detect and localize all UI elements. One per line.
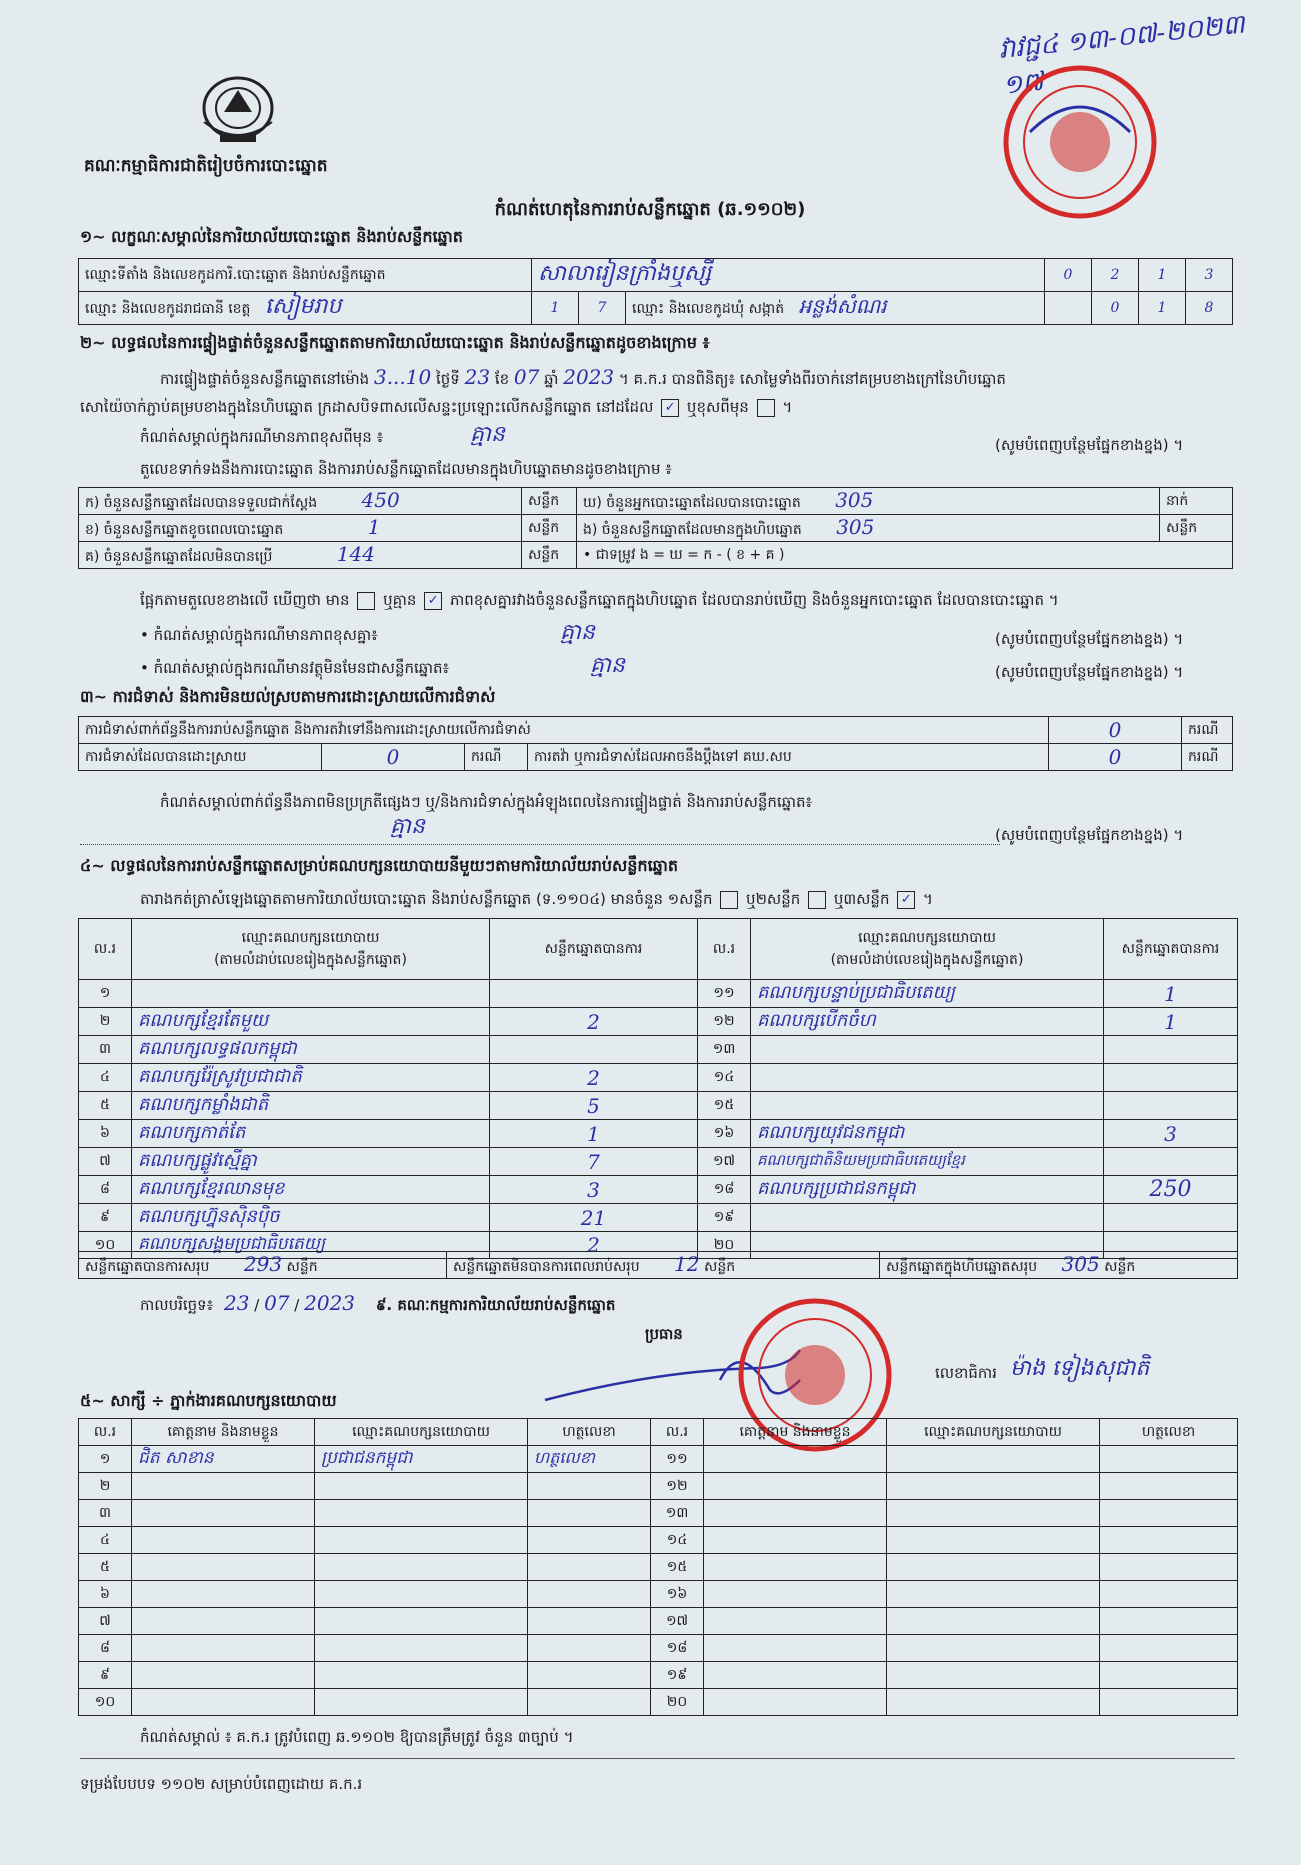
verification-line-1: ការផ្ទៀងផ្ទាត់ចំនួនសន្លឹកឆ្នោតនៅម៉ោង 3...10 ថ្ងៃទី 23 ខែ 07 ឆ្នាំ 2023 ។ គ.ក.រ បានពិនិត្យ៖ សោម្លៃទាំងពីរចាក់នៅគម្របខាងក្រៅនៃហិបឆ្នោត — [160, 365, 1006, 389]
witness-row: ១ ជិត សាខាន ប្រជាជនកម្ពុជា ហត្ថលេខា ១១ — [79, 1446, 1238, 1473]
section2-title: ២~ លទ្ធផលនៃការផ្ទៀងផ្ទាត់ចំនួនសន្លឹកឆ្នោតតាមការិយាល័យបោះឆ្នោត និងរាប់សន្លឹកឆ្នោតដូចខាងក្រោម ៖ — [80, 333, 710, 352]
case-label-1: ករណី — [1182, 717, 1233, 744]
changed-checkbox[interactable] — [757, 399, 775, 417]
formula: • ជាទម្រូវ ង = ឃ = ក - ( ខ + គ ) — [577, 542, 1233, 569]
complaints-value: 0 — [1049, 717, 1182, 744]
location-code-4: 3 — [1186, 259, 1233, 292]
witness-row: ៣ ១៣ — [79, 1500, 1238, 1527]
case-label-2: ករណី — [465, 744, 528, 771]
location-value: សាលារៀនក្រាំងឬស្សី — [532, 259, 1045, 292]
section1-title: ១~ លក្ខណៈសម្គាល់នៃការិយាល័យបោះឆ្នោត និងរាប់សន្លឹកឆ្នោត — [80, 227, 463, 246]
date-day: 23 — [224, 1291, 250, 1315]
table-row: ៤ គណបក្សរ៉ែស្រូវប្រជាជាតិ 2 ១៤ — [79, 1064, 1238, 1092]
col-no-right: ល.រ — [698, 919, 751, 980]
province-code-1: 1 — [532, 292, 579, 325]
table-row: ៦ គណបក្សកាត់តែ 1 ១៦ គណបក្សយុវជនកម្ពុជា 3 — [79, 1120, 1238, 1148]
verification-month: 07 — [513, 365, 540, 389]
verification-year: 2023 — [563, 365, 615, 389]
witness-row: ៦ ១៦ — [79, 1581, 1238, 1608]
date-year: 2023 — [304, 1291, 356, 1315]
form-note: ទម្រង់បែបបទ ១១០២ សម្រាប់បំពេញដោយ គ.ក.រ — [80, 1775, 363, 1793]
table-row: ១០ គណបក្សសង្គមប្រជាធិបតេយ្យ 2 ២០ — [79, 1232, 1238, 1259]
two-sheets-checkbox[interactable] — [808, 891, 826, 909]
section3-title: ៣~ ការជំទាស់ និងការមិនយល់ស្របតាមការដោះស្រាយលើការជំទាស់ — [80, 687, 496, 706]
section5-title: ៥~ សាក្សី ÷ ភ្នាក់ងារគណបក្សនយោបាយ — [80, 1391, 337, 1410]
election-committee-emblem — [190, 72, 286, 152]
irregularity-note-value: គ្មាន — [390, 814, 425, 839]
doc-title: កំណត់ហេតុនៃការរាប់សន្លឹកឆ្នោត (ឆ.១១០២) — [494, 199, 806, 220]
received-ballots: 450 — [361, 488, 400, 512]
fill-hint-4: (សូមបំពេញបន្ថែមផ្នែកខាងខ្នង) ។ — [995, 826, 1184, 844]
appeal-label: ការតវ៉ា ឬការជំទាស់ដែលអាចនឹងប្តឹងទៅ គឃ.សប — [528, 744, 1049, 771]
fill-hint-2: (សូមបំពេញបន្ថែមផ្នែកខាងខ្នង) ។ — [995, 630, 1184, 648]
has-difference-checkbox[interactable] — [357, 592, 375, 610]
verification-line-2: សោយ៉ៃចាក់ភ្ជាប់គម្របខាងក្នុងនៃហិបឆ្នោត ក្រដាសបិទពាសលើសន្ទះប្រឡោះលើកសន្លឹកឆ្នោត នៅដដែល ✓ ឬខុសពីមុន ។ — [80, 398, 793, 416]
foreign-object-note-value: គ្មាន — [590, 653, 625, 678]
change-note-value: គ្មាន — [470, 422, 505, 447]
same-as-before-checkbox[interactable]: ✓ — [661, 399, 679, 417]
table-row: ៨ គណបក្សខ្មែរឈានមុខ 3 ១៨ គណបក្សប្រជាជនកម្ពុជា 250 — [79, 1176, 1238, 1204]
witness-row: ៧ ១៧ — [79, 1608, 1238, 1635]
one-sheet-checkbox[interactable] — [720, 891, 738, 909]
province-label: ឈ្មោះ និងលេខកូដរាជធានី ខេត្ត — [85, 301, 251, 317]
table-row: ៧ គណបក្សផ្លូវស្មើគ្នា 7 ១៧ គណបក្សជាតិនិយមប្រជាធិបតេយ្យខ្មែរ — [79, 1148, 1238, 1176]
commune-code-2: 1 — [1139, 292, 1186, 325]
section2-figures-table — [78, 487, 1233, 569]
location-code-3: 1 — [1139, 259, 1186, 292]
witness-table: ល.រ គោត្តនាម និងនាមខ្លួន ឈ្មោះគណបក្សនយោបាយ ហត្ថលេខា ល.រ គោត្តនាម និងនាមខ្លួន ឈ្មោះគណបក្សនយោបាយ ហត្ថលេខា ១ ជិត សាខាន ប្រជាជនកម្ពុជា ហត្ថលេខា ១១ ២ ១២ ៣ ១៣ ៤ ១៤ ៥ ១៥ ៦ ១៦ ៧ ១៧ ៨ ១៨ ៩ ១៩ ១០ ២០ — [78, 1418, 1238, 1716]
col-party-left: ឈ្មោះគណបក្សនយោបាយ (តាមលំដាប់លេខរៀងក្នុងសន្លឹកឆ្នោត) — [132, 919, 490, 980]
location-label: ឈ្មោះទីតាំង និងលេខកូដការិ.បោះឆ្នោត និងរាប់សន្លឹកឆ្នោត — [79, 259, 532, 292]
fill-hint-3: (សូមបំពេញបន្ថែមផ្នែកខាងខ្នង) ។ — [995, 663, 1184, 681]
appeal-value: 0 — [1049, 744, 1182, 771]
col-party-right: ឈ្មោះគណបក្សនយោបាយ (តាមលំដាប់លេខរៀងក្នុងសន្លឹកឆ្នោត) — [751, 919, 1104, 980]
col-no-left: ល.រ — [79, 919, 132, 980]
section1-table — [78, 258, 1233, 325]
secretary-signature: ម៉ាង ទៀងសុជាតិ — [1010, 1356, 1150, 1381]
figures-row: គ) ចំនួនសន្លឹកឆ្នោតដែលមិនបានប្រើ 144 សន្លឹក • ជាទម្រូវ ង = ឃ = ក - ( ខ + គ ) — [79, 542, 1233, 569]
table-row: ៩ គណបក្សហ្វ៊ុនស៊ិនប៉ិច 21 ១៩ — [79, 1204, 1238, 1232]
foreign-object-note-label: • កំណត់សម្គាល់ក្នុងករណីមានវត្ថុមិនមែនជាសន្លឹកឆ្នោត៖ — [140, 659, 450, 677]
date-month: 07 — [264, 1291, 290, 1315]
tally-sheet-line: តារាងកត់ត្រាសំឡេងឆ្នោតតាមការិយាល័យបោះឆ្នោត និងរាប់សន្លឹកឆ្នោត (ទ.១១០៤) មានចំនួន ១សន្លឹក ឬ២សន្លឹក ឬ៣សន្លឹក ✓ ។ — [140, 890, 933, 908]
case-label-3: ករណី — [1182, 744, 1233, 771]
figures-row: ខ) ចំនួនសន្លឹកឆ្នោតខូចពេលបោះឆ្នោត 1 សន្លឹក ង) ចំនួនសន្លឹកឆ្នោតដែលមានក្នុងហិបឆ្នោត 305 សន្លឹក — [79, 515, 1233, 542]
col-votes-right: សន្លឹកឆ្នោតបានការ — [1104, 919, 1238, 980]
witness-row: ២ ១២ — [79, 1473, 1238, 1500]
unused-ballots: 144 — [336, 542, 376, 566]
commune-label: ឈ្មោះ និងលេខកូដឃុំ សង្កាត់ — [632, 301, 785, 317]
table-row: ១ ១១ គណបក្សបន្ទាប់ប្រជាធិបតេយ្យ 1 — [79, 980, 1238, 1008]
secretary-label: លេខាធិការ — [935, 1364, 997, 1382]
verification-day: 23 — [464, 365, 491, 389]
location-code-1: 0 — [1045, 259, 1092, 292]
committee-label: ៩. គណៈកម្មការការិយាល័យរាប់សន្លឹកឆ្នោត — [375, 1296, 616, 1314]
footnote: កំណត់សម្គាល់ ៖ គ.ក.រ ត្រូវបំពេញ ឆ.១១០២ ឱ្យបានត្រឹមត្រូវ ចំនួន ៣ច្បាប់ ។ — [140, 1728, 574, 1746]
official-seal-top — [1000, 62, 1160, 222]
total-in-box: សន្លឹកឆ្នោតក្នុងហិបឆ្នោតសរុប 305 សន្លឹក — [880, 1252, 1238, 1279]
total-invalid: សន្លឹកឆ្នោតមិនបានការពេលរាប់សរុប 12 សន្លឹក — [447, 1252, 880, 1279]
commune-code-1: 0 — [1092, 292, 1139, 325]
resolved-label: ការជំទាស់ដែលបានដោះស្រាយ — [79, 744, 322, 771]
voters-count: 305 — [835, 488, 874, 512]
province-value: សៀមរាប — [264, 294, 342, 319]
difference-line: ផ្អែកតាមតួលេខខាងលើ ឃើញថា មាន ឬគ្មាន ✓ ភាពខុសគ្នារវាងចំនួនសន្លឹកឆ្នោតក្នុងហិបឆ្នោត ដែលបានរាប់ឃើញ និងចំនួនអ្នកបោះឆ្នោត ដែលបានបោះឆ្នោត ។ — [140, 591, 1059, 609]
change-note-label: កំណត់សម្គាល់ក្នុងករណីមានភាពខុសពីមុន ៖ — [140, 428, 384, 446]
chair-label: ប្រធាន — [645, 1325, 683, 1343]
no-difference-checkbox[interactable]: ✓ — [424, 592, 442, 610]
date-line: កាលបរិច្ឆេទ៖ 23 / 07 / 2023 ៩. គណៈកម្មការការិយាល័យរាប់សន្លឹកឆ្នោត — [140, 1291, 616, 1315]
difference-note-value: គ្មាន — [560, 620, 595, 645]
table-row: ៥ គណបក្សកម្លាំងជាតិ 5 ១៥ — [79, 1092, 1238, 1120]
total-valid: សន្លឹកឆ្នោតបានការសរុប 293 សន្លឹក — [79, 1252, 447, 1279]
table-row: ២ គណបក្សខ្មែរតែមួយ 2 ១២ គណបក្សបើកចំហ 1 — [79, 1008, 1238, 1036]
ballots-in-box: 305 — [836, 515, 875, 539]
col-votes-left: សន្លឹកឆ្នោតបានការ — [490, 919, 698, 980]
figures-row: ក) ចំនួនសន្លឹកឆ្នោតដែលបានទទួលជាក់ស្តែង 450 សន្លឹក ឃ) ចំនួនអ្នកបោះឆ្នោតដែលបានបោះឆ្នោត 305 នាក់ — [79, 488, 1233, 515]
witness-row: ៨ ១៨ — [79, 1635, 1238, 1662]
province-code-2: 7 — [579, 292, 626, 325]
handwritten-reference: វាវជ្ជ៤ ១៣-០៧-២០២៣ ១៧ — [997, 9, 1247, 101]
org-name: គណៈកម្មាធិការជាតិរៀបចំការបោះឆ្នោត — [84, 156, 328, 176]
commune-value: អន្លង់សំណរ — [798, 294, 887, 318]
irregularity-line — [80, 826, 1000, 845]
witness-row: ៤ ១៤ — [79, 1527, 1238, 1554]
section4-title: ៤~ លទ្ធផលនៃការរាប់សន្លឹកឆ្នោតសម្រាប់គណបក្សនយោបាយនីមួយៗតាមការិយាល័យរាប់សន្លឹកឆ្នោត — [80, 856, 679, 875]
resolved-value: 0 — [322, 744, 465, 771]
witness-row: ៩ ១៩ — [79, 1662, 1238, 1689]
location-code-2: 2 — [1092, 259, 1139, 292]
spoiled-ballots: 1 — [367, 515, 381, 539]
table-row: ៣ គណបក្សលទ្ធផលកម្ពុជា ១៣ — [79, 1036, 1238, 1064]
difference-note-label: • កំណត់សម្គាល់ក្នុងករណីមានភាពខុសគ្នា៖ — [140, 626, 378, 644]
witness-row: ៥ ១៥ — [79, 1554, 1238, 1581]
complaints-label: ការជំទាស់ពាក់ព័ន្ធនឹងការរាប់សន្លឹកឆ្នោត និងការតវ៉ាទៅនឹងការដោះស្រាយលើការជំទាស់ — [79, 717, 1049, 744]
footer-divider — [80, 1758, 1235, 1759]
section3-table — [78, 716, 1233, 771]
figures-intro: តួលេខទាក់ទងនឹងការបោះឆ្នោត និងការរាប់សន្លឹកឆ្នោតដែលមានក្នុងហិបឆ្នោតមានដូចខាងក្រោម ៖ — [140, 460, 672, 478]
totals-table — [78, 1251, 1238, 1279]
verification-time: 3...10 — [373, 365, 432, 389]
witness-row: ១០ ២០ — [79, 1689, 1238, 1716]
fill-hint-1: (សូមបំពេញបន្ថែមផ្នែកខាងខ្នង) ។ — [995, 436, 1184, 454]
commune-code-3: 8 — [1186, 292, 1233, 325]
three-sheets-checkbox[interactable]: ✓ — [897, 891, 915, 909]
party-results-table — [78, 918, 1238, 1259]
irregularity-note-label: កំណត់សម្គាល់ពាក់ព័ន្ធនឹងភាពមិនប្រក្រតីផ្សេងៗ ឬ/និងការជំទាស់ក្នុងអំឡុងពេលនៃការផ្ទៀងផ្ទាត់ និងការរាប់សន្លឹកឆ្នោត៖ — [160, 793, 813, 811]
